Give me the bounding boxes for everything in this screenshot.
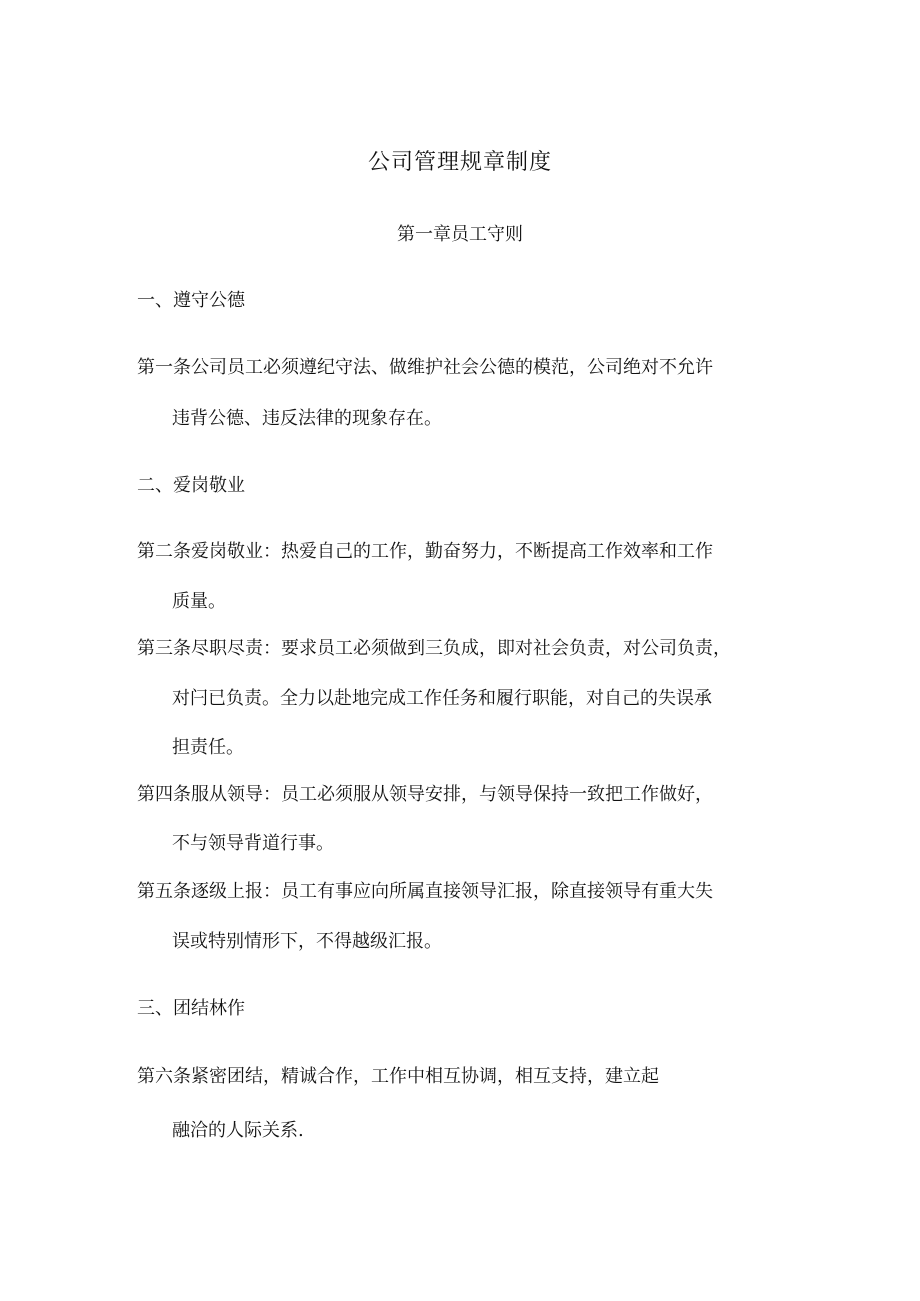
article-line: 误或特别情形下，不得越级汇报。 [172,931,442,952]
article-line: 不与领导背道行事。 [172,833,334,854]
article-line: 违背公德、违反法律的现象存在。 [172,408,442,429]
article-line: 第三条尽职尽责：要求员工必须做到三负成，即对社会负责，对公司负责， [137,638,731,659]
section-heading: 二、爱岗敬业 [137,475,245,496]
article-line: 担责任。 [172,737,244,758]
article-line: 质量。 [172,591,226,612]
article-line: 融洽的人际关系. [172,1120,304,1141]
article-line: 第一条公司员工必须遵纪守法、做维护社会公德的模范，公司绝对不允许 [137,357,713,378]
article-line: 第五条逐级上报：员工有事应向所属直接领导汇报，除直接领导有重大失 [137,881,713,902]
document-title: 公司管理规章制度 [367,150,552,175]
article-line: 第四条服从领导：员工必须服从领导安排，与领导保持一致把工作做好， [137,784,713,805]
chapter-heading: 第一章员工守则 [397,224,523,245]
article-line: 第六条紧密团结，精诚合作，工作中相互协调，相互支持，建立起 [137,1066,659,1087]
article-line: 第二条爱岗敬业：热爱自己的工作，勤奋努力，不断提高工作效率和工作 [137,541,713,562]
section-heading: 一、遵守公德 [137,290,245,311]
article-line: 对闩已负责。全力以赴地完成工作任务和履行职能，对自己的失误承 [172,688,712,709]
section-heading: 三、团结林作 [137,998,245,1019]
